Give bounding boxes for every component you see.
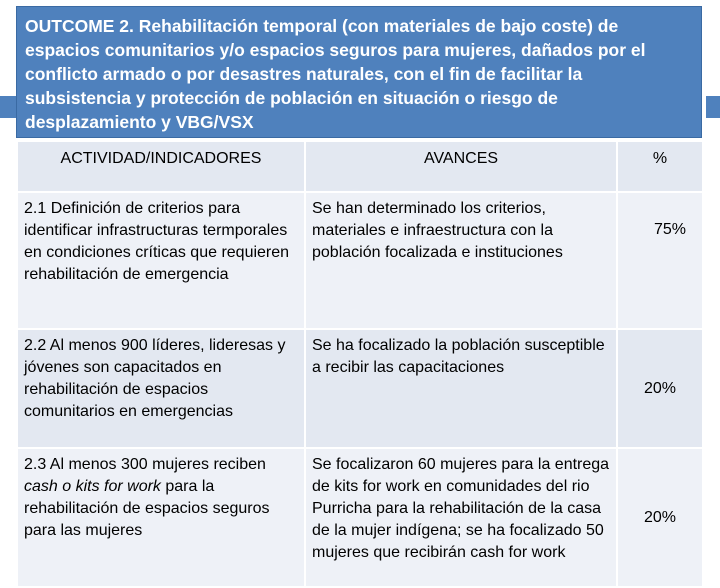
indicator-text-end: para la rehabilitación de espacios seguros para las mujeres	[24, 478, 270, 539]
header-percent: %	[617, 141, 703, 192]
indicators-table	[16, 140, 704, 588]
table-row	[17, 329, 703, 448]
table-header-row	[17, 141, 703, 192]
percent-cell: 20%	[617, 329, 703, 448]
header-progress: AVANCES	[305, 141, 617, 192]
left-accent-bar	[0, 96, 16, 118]
progress-cell: Se ha focalizado la población susceptible a recibir las capacitaciones	[305, 329, 617, 448]
table-row	[17, 192, 703, 329]
progress-cell: Se han determinado los criterios, materiales e infraestructura con la población focalizada e instituciones	[305, 192, 617, 329]
progress-cell: Se focalizaron 60 mujeres para la entrega de kits for work en comunidades del rio Purricha para la rehabilitación de la casa de la mujer indígena; se ha focalizado 50 mujeres que recibirán cash for work	[305, 448, 617, 587]
indicator-cell	[17, 448, 305, 587]
indicator-text-italic: cash o kits for work	[24, 478, 161, 495]
indicator-text-start: 2.3 Al menos 300 mujeres reciben	[24, 456, 266, 473]
indicator-cell: 2.2 Al menos 900 líderes, lideresas y jóvenes son capacitados en rehabilitación de espacios comunitarios en emergencias	[17, 329, 305, 448]
header-indicators: ACTIVIDAD/INDICADORES	[17, 141, 305, 192]
percent-cell: 20%	[617, 448, 703, 587]
percent-cell: 75%	[617, 192, 703, 329]
table-row	[17, 448, 703, 587]
right-accent-bar	[706, 96, 720, 118]
indicator-cell: 2.1 Definición de criterios para identificar infrastructuras termporales en condiciones críticas que requieren rehabilitación de emergencia	[17, 192, 305, 329]
outcome-title: OUTCOME 2. Rehabilitación temporal (con materiales de bajo coste) de espacios comunitarios y/o espacios seguros para mujeres, dañados por el conflicto armado o por desastres naturales, con el fin de facilitar la subsistencia y protección de población en situación o riesgo de desplazamiento y VBG/VSX	[16, 6, 702, 138]
